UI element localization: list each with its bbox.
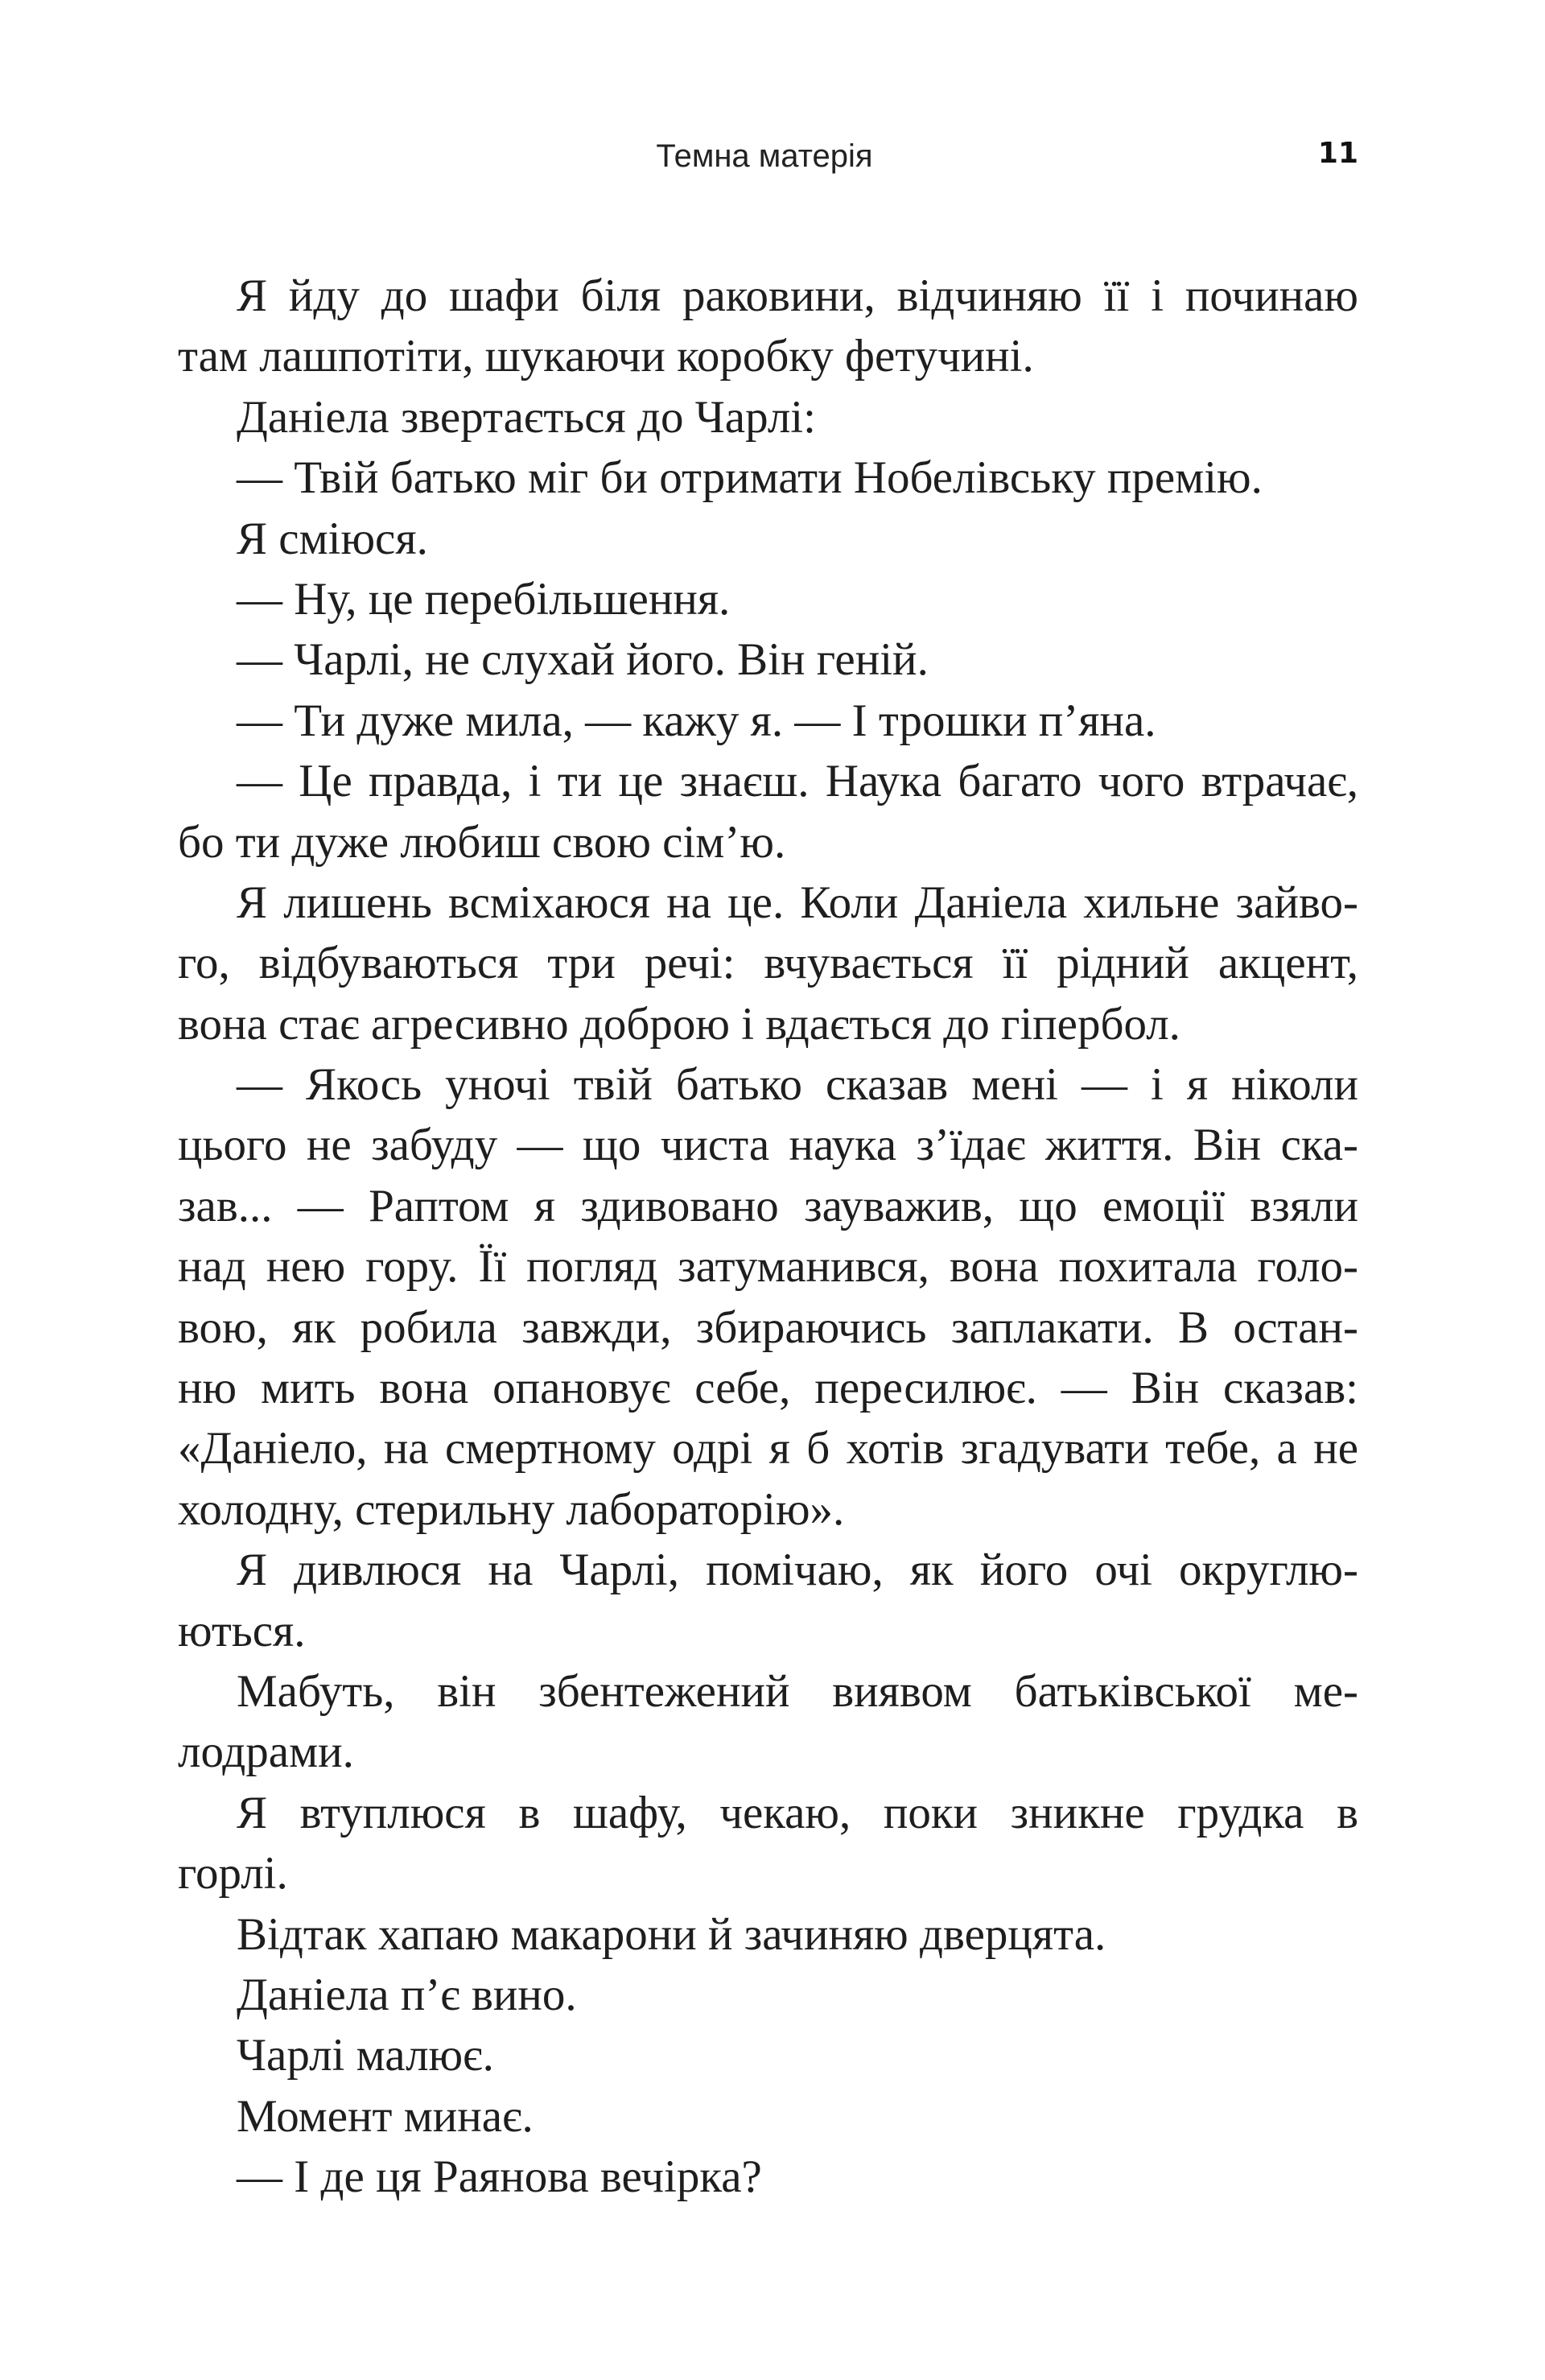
text-line: Момент минає.: [237, 2090, 534, 2142]
text-line: Мабуть, він збентежений виявом батьківської ме-: [237, 1665, 1358, 1717]
text-line: Даніела п’є вино.: [237, 1969, 577, 2020]
text-line: холодну, стерильну лабораторію».: [178, 1483, 845, 1535]
text-line: бо ти дуже любиш свою сім’ю.: [178, 816, 786, 868]
text-line: зав... — Раптом я здивовано зауважив, що емоції взяли: [178, 1180, 1358, 1231]
text-line: горлі.: [178, 1848, 288, 1899]
text-line: — Чарлі, не слухай його. Він геній.: [237, 634, 929, 686]
text-line: Я йду до шафи біля раковини, відчиняю її і починаю: [237, 270, 1358, 321]
page-number: 11: [1317, 137, 1358, 170]
text-line: над нею гору. Її погляд затуманився, вона похитала голо-: [178, 1241, 1358, 1293]
text-line: вона стає агресивно доброю і вдається до гіпербол.: [178, 998, 1180, 1050]
running-head-title: Темна матерія: [656, 138, 873, 174]
text-line: — Твій батько міг би отримати Нобелівську премію.: [237, 452, 1263, 504]
text-line: — І де ця Раянова вечірка?: [237, 2151, 762, 2203]
text-line: — Якось уночі твій батько сказав мені — і я ніколи: [237, 1059, 1358, 1111]
text-line: «Даніело, на смертному одрі я б хотів згадувати тебе, а не: [178, 1423, 1358, 1475]
text-line: — Це правда, і ти це знаєш. Наука багато чого втрачає,: [237, 756, 1358, 807]
text-line: Чарлі малює.: [237, 2030, 494, 2081]
text-line: Я лишень всміхаюся на це. Коли Даніела хильне зайво-: [237, 877, 1358, 928]
text-line: — Ти дуже мила, — кажу я. — І трошки п’яна.: [237, 695, 1156, 746]
text-line: Я втуплюся в шафу, чекаю, поки зникне грудка в: [237, 1787, 1358, 1838]
page-body-text: [178, 266, 1358, 2208]
text-line: — Ну, це перебільшення.: [237, 573, 731, 625]
text-line: цього не забуду — що чиста наука з’їдає життя. Він ска-: [178, 1120, 1358, 1171]
text-line: Відтак хапаю макарони й зачиняю дверцята.: [237, 1908, 1106, 1960]
text-line: Я сміюся.: [237, 513, 428, 564]
text-line: Даніела звертається до Чарлі:: [237, 391, 816, 443]
text-line: лодрами.: [178, 1726, 354, 1778]
text-line: ню мить вона опановує себе, пересилює. — Він сказав:: [178, 1363, 1358, 1414]
text-line: Я дивлюся на Чарлі, помічаю, як його очі округлю-: [237, 1545, 1358, 1596]
text-line: там лашпотіти, шукаючи коробку фетучині.: [178, 331, 1034, 382]
text-line: вою, як робила завжди, збираючись заплакати. В остан-: [178, 1301, 1358, 1353]
text-line: ються.: [178, 1605, 306, 1656]
text-line: го, відбуваються три речі: вчувається її рідний акцент,: [178, 938, 1358, 989]
